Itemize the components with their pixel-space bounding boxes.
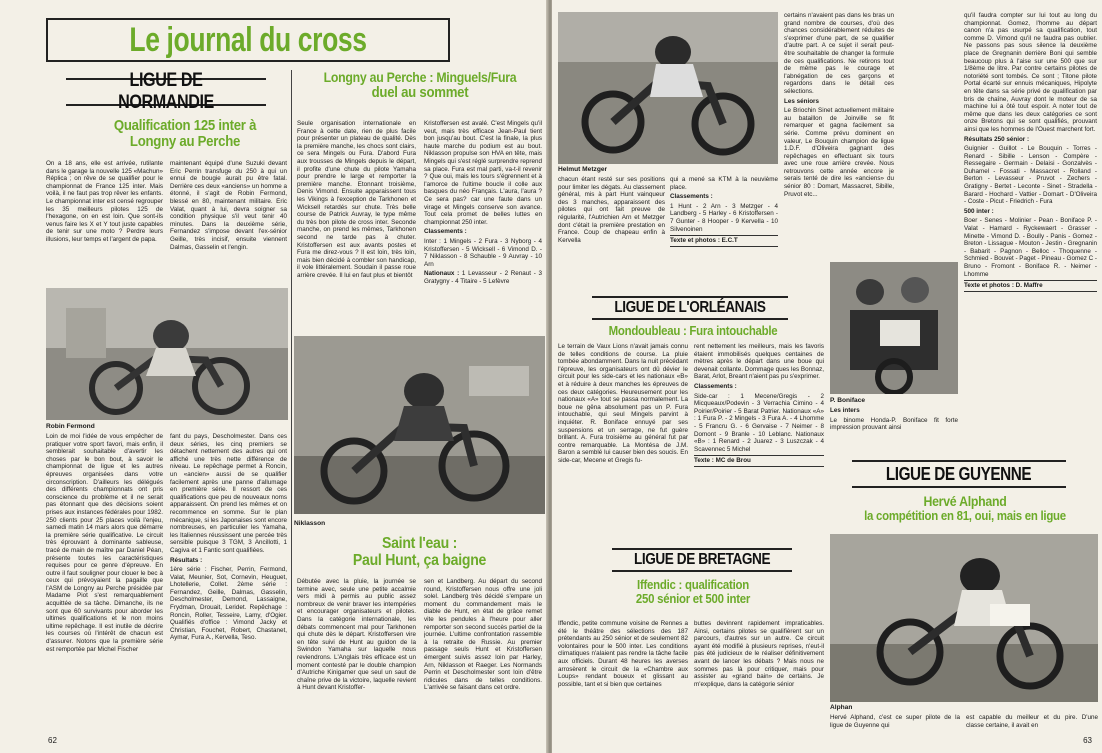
guyenne-title <box>850 494 1081 522</box>
seniors-col: certains n'avaient pas dans les bras un grand nombre de courses, d'où des chances considérablement réduites de s'exprimer d'une part, de se qualifier d'autre part. A ce sujet il serait peut-être souhaitable de changer la formule de ces qualifications. Ne retirons tout de même pas le courage et l'abnégation de ces garçons et regardons dans le détail ces sélections. <box>784 12 894 95</box>
orleanais-results-head: Classements : <box>694 382 737 390</box>
article3-col1: Débutée avec la pluie, la journée se termine avec, seule une petite accalmie vers midi à permis au public assez nombreux de venir braver les intempéries et encourager organisateurs et pilotes. Dans la catégorie internationale, les débats commencent mal pour Tarkhonen qui chute dès le départ. Kristoffersen vire en tête suivi de Hunt au guidon de la Swindon Yamaha sur laquelle nous reviendrons. L'Anglais très efficace est un moment contesté par le double champion d'Autriche Kinigamer que seul un saut de chaîne prive de la victoire, laquelle revient à Hunt devant Kristoffer- <box>297 578 416 692</box>
league-guyenne-banner <box>852 460 1066 488</box>
metzger-results-head: Classements : <box>670 193 713 201</box>
orleanais-col1: Le terrain de Vaux Lions n'avait jamais connu de telles conditions de course. La pluie tombée abondamment. Dans la nuit précédant l'épreuve, les organisateurs ont dû dévier le circuit pour les side-cars et les nationaux «B» et à réduire à deux manches les épreuves de ces deux catégories. Heureusement pour les nationaux «A» tout se passa normalement. La boue ne gêna absolument pas un P. Fura intouchable, qui seul Mingels parvint à inquiéter. R. Boniface ennuyé par ses suspensions et un serrage, ne fut guère brillant. A. Fura troisième au général fut par contre remarquable. La Montésa de J.M. Baron a semblé lui causer bien des soucis. En side-car, Mecene et Gregis fu- <box>558 343 688 464</box>
column-rule <box>291 70 292 670</box>
metzger-col2-block <box>670 176 778 258</box>
article1-title-line2: Longny au Perche <box>129 132 241 150</box>
article2-title-line1: Longny au Perche : Minguels/Fura <box>323 69 517 85</box>
orleanais-col2: rent nettement les meilleurs, mais les favoris étaient immobilisés quelques centaines de mètres après le départ dans une boue qui devenait collante. Dommage ques les Bonnaz, Barat, Arlot, Breant n'aient pas pu s'exprimer. <box>694 343 824 381</box>
guyenne-title-line1: Hervé Alphand <box>923 493 1007 509</box>
inters-head: Les inters <box>830 407 860 414</box>
article1-col2: maintenant équipé d'une Suzuki devant Eric Perrin transfuge du 250 à qui un ennui de bougie aurait pu être fatal. Derrière ces deux «anciens» un homme a étonné, il s'agit de Robin Fermond, blessé en 80, maintenant militaire. Eric Valat, quant à lui, devra soigner sa condition physique s'il veut tenir 40 minutes. Dans la deuxième série, Fernandez s'impose devant l'ex-sénior Geille, très incisif, ensuite viennent Dalmas, Gasselin et l'engin. <box>170 160 287 251</box>
inter500-results: Boer - Senes - Molinier - Pean - Boniface P. - Valat - Hamard - Ryckewaert - Grasser - Minette - Vimond D. - Boully - Panis - Gomez - Breton - Lissague - Mouton - Jestin - Gregnanin - Babarit - Pagnon - Belloc - Thoquenne - Schmied - Bouvet - Paget - Pineau - Gomez C - Bruno - Fromont - Boniface R. - Neimer - Lhomme <box>964 217 1097 278</box>
right-page <box>552 0 1102 753</box>
league-normandie-title: LIGUE DE NORMANDIE <box>118 70 214 113</box>
league-bretagne-banner <box>612 548 792 572</box>
bretagne-col1: Iffendic, petite commune voisine de Rennes a été le théâtre des sélections des 187 prétendants au 250 sénior et de seulement 82 volontaires pour le 500 inter. Les conditions climatiques n'alaient pas rendre la tâche facile aux officiels. Durant 48 heures les averses arrosèrent le circuit de la «Chambre aux Loups» rendant boueux et glissant au possible, tant et si bien que certaines <box>558 620 688 688</box>
orleanais-credit: Texte : MC de Brou <box>694 455 824 467</box>
credit-maffre: Texte et photos : D. Maffre <box>964 280 1097 292</box>
article2-title-line2: duel au sommet <box>371 83 469 101</box>
robin-results-head: Résultats : <box>170 556 203 564</box>
article1-title <box>84 118 286 150</box>
orleanais-col2-block <box>694 343 824 541</box>
league-orleanais-title: LIGUE DE L'ORLÉANAIS <box>614 299 766 316</box>
article2-title <box>310 70 530 100</box>
seniors-head: Les séniors <box>784 97 819 105</box>
bretagne-col2: buttes devinrent rapidement impraticables. Ainsi, certains pilotes se qualifièrent sur un parcours, d'autres sur un autre. Ce circuit ayant été modifié à plusieurs reprises, n'eut-il pas été judicieux de le réaliser définitivement avant de lancer les débats ? Mais nous ne sommes pas là pour critiquer, mais pour assister au «grand bain» de certains. Je m'explique, dans la catégorie sénior <box>694 620 824 688</box>
article2-col1: Seule organisation internationale en France à cette date, rien de plus facile pour présenter un plateau de qualité. Dès la première manche, les chocs sont clairs, ce sera Mingels ou Fura. D'abord Fura aux trousses de Mingels depuis le départ, il profite d'une chute du pilote Yamaha pour prendre le large et remporter la première manche. Etonnant troisième, Denis Vimond. Ensuite apparaissent tous les Vikings à l'exception de Tarkhonen et Wicksell retardés sur chute. Très belle course de Patrick Auvray, le type même du très bon pilote de cross inter. Seconde manche, on prend les mêmes, Tarkhonen second ne tarde pas à chuter. Kristoffersen est aux avants postes et Fura me direz-vous ? Il est loin, très loin, mais bien décidé à combler son handicap, il vole littéralement. Soudain il passe roue arrière crevée. Il lui en faut plus et bientôt <box>297 120 416 279</box>
orleanais-results: Side-car : 1 Mecene/Gregis - 2 Micqueaux/Podevin - 3 Verrachia Cimino - 4 Poirier/Poirier - 5 Barat Patrier. Nationaux «A» : 1 Fura P. - 2 Mingels - 3 Fura A. - 4 Lhomme - 5 Francru G. - 6 Gervaise - 7 Neimer - 8 Domont - 9 Branle - 10 Leblanc. Nationaux «B» : 1 Renard - 2 Juarez - 3 Luszczak - 4 Scavennec 5 Michel <box>694 392 824 453</box>
article3-col2: sen et Landberg. Au départ du second round, Kristoffersen nous offre une joli solel. Landberg très décidé s'empare un moment du commandement mais le diable de Hunt, en état de grâce remet vite les pendules à l'heure pour aller remporter son second succès partiel de la journée. L'ultime confrontation rassemble à la retraite de Russie. Au premier passage seuls Hunt et Kristoffersen émergent suivis assez loin par Harley, Arn, Niklasson et Raeger. Les Normands Perrin et Descholmester sont loin d'être ridicules dans de telles conditions. L'arrivée se faisant dans cet ordre. <box>424 578 542 692</box>
article3-title <box>312 536 528 570</box>
robin-col2-block <box>170 433 287 728</box>
seniors-results: Guignier - Guillot - Le Bouquin - Torres - Renard - Sibille - Lenson - Compère - Ressegaire - Germain - Delaisi - Gonzalvès - Duhamel - Fossati - Massacret - Rolland - Berton - Levasseur - Pruvot - Zechers - Gratigny - Bertet - Leconte - Sinet - Stradella - Barard - Hochard - Vattier - Domart - D'Oliveira - Coste - Picut - Friedrich - Fura <box>964 145 1097 206</box>
seniors-results-head: Résultats 250 sénior : <box>964 135 1030 143</box>
article3-title-line1: Saint l'eau : <box>381 535 458 552</box>
guyenne-title-line2: la compétition en 81, oui, mais en ligue <box>864 507 1066 523</box>
left-page <box>0 0 548 753</box>
caption-robin-fermond: Robin Fermond <box>46 423 95 430</box>
photo-p-boniface <box>830 262 958 394</box>
robin-col2: fant du pays, Descholmester. Dans ces deux séries, les cinq premiers se détachent nettement des autres qui ont affiché une très nette différence de niveau. Le repêchage permet à Roncin, un «ancien» aussi de se qualifier facilement après une panne d'allumage en première série. Il ressort de ces qualifications que peu de nouveaux noms apparaissent. On prend les mêmes et on recommence en somme. Sur le plan mécanique, si les Japonaises sont encore nombreuses, en particulier les Yamaha, les Italiennes réussissent une percée très sensible puisque 3 TGM, 3 Ancillotti, 1 Cagiva et 1 Fantic sont qualifiées. <box>170 433 287 554</box>
league-orleanais-banner <box>592 296 788 320</box>
article2-results: Inter : 1 Mingels - 2 Fura - 3 Nyborg - 4 Kristoffersen - 5 Wicksell - 6 Vimond D. - 7 Niklasson - 8 Schauble - 9 Auvray - 10 Arn <box>424 237 542 268</box>
league-bretagne-title: LIGUE DE BRETAGNE <box>633 551 771 568</box>
metzger-credit: Texte et photos : E.C.T <box>670 235 778 247</box>
photo-robin-fermond <box>46 288 288 420</box>
seniors-col3: qu'il faudra compter sur lui tout au long du championnat. Gomez, l'homme au départ canon n'a pas usurpé sa qualification, tout comme D. Vimond qu'il ne faudra pas oublier. Ne passons pas sous silence la deuxième place de Gregnanin derrière Boni qui semble beaucoup plus à l'aise sur une 500 que sur 1/8ème de litre. Par contre certains pilotes de notoriété sont tombés. Ce sont ; Titone pilote Portal écarté sur ennuis mécaniques, Hipolyte en tête dans sa série privé de qualification par bris de chaîne, Auvray dont le moteur de sa machine lui a ôté tout espoir. A noter tout de même que dans les deux catégories ce sont onze Bretons qui se sont qualifiés, prouvant ainsi que les hommes de l'Ouest marchent fort. <box>964 12 1097 133</box>
orleanais-title: Mondoubleau : Fura intouchable <box>608 323 778 338</box>
masthead-title: Le journal du cross <box>129 21 367 59</box>
photo-helmut-metzger <box>558 12 778 164</box>
article1-title-line1: Qualification 125 inter à <box>113 117 257 134</box>
article1-col1: On a 18 ans, elle est arrivée, rutilante dans le garage la nouvelle 125 «Machun» Réplica ; on rêve de se qualifier pour le championnat de France 125 inter. Mais voilà, il ne faut pas trop rêver les enfants. Le championnat inter est censé regrouper les 35 meilleurs pilotes 125 de l'hexagone, on en est loin. Que sont-ils venus faire les X et Y tout juste capables de tenir sur une moto ? Perdre leurs illusions, leur temps et l'argent de papa. <box>46 160 163 243</box>
caption-helmut-metzger: Helmut Metzger <box>558 166 608 173</box>
seniors-body: Le Briochin Sinet actuellement militaire au bataillon de Joinville se fit remarquer et gagna facilement sa série. Comme prévu dominent en valeur, Le Bouquin champion de ligue 1.D.F. d'Oliveira gagnant des repêchages en effectuant six tours avec une roue arrière crevée. Nous retrouvons cette année encore je serais tenté de dire les «anciens» du sénior 80 : Domart, Massacret, Sibille, Pruvot etc... <box>784 107 894 198</box>
article2-results-nat: 1 Levasseur - 2 Renaut - 3 Gratygny - 4 Titaire - 5 Lefèvre <box>424 270 542 285</box>
page-number-left: 62 <box>48 736 57 745</box>
article2-results-head: Classements : <box>424 228 467 236</box>
caption-alphan: Alphan <box>830 704 853 711</box>
photo-alphan <box>830 534 1098 702</box>
metzger-col1: chacun étant resté sur ses positions pour limiter les dégats. Au classement général, mis à part Hunt vainqueur des 3 manches, apparaissent des pilotes qui ont fait preuve de régularité, l'Autrichien Arn et Metzger dont c'était la première prestation en France. Coup de chapeau enfin à Kervella <box>558 176 665 244</box>
robin-col1: Loin de moi l'idée de vous empêcher de pratiquer votre sport favori, mais enfin, il semblerait souhaitable d'avertir les choses par le bon bout, à savoir le championnat de ligue et les autres épreuves organisées dans votre circonscription. D'ailleurs les délégués des différents championnats ont pris conscience du problème et il ne serait pas étonnant que des décisions soient prises aux instances fédérales pour 1982. 250 clients pour 25 places voilà l'enjeu, samedi matin 14 mars alors que démarre la première série qualificative. Le circuit très éprouvant à dominante sableuse, tracé de main de maître par Daniel Péan, présente toutes les caractéristiques requises pour ce genre d'épreuve. En outre il faut souligner pour clouer le bec à ceux qui prévoyaient la pagaille que l'ASM de Longny au Perche présidée par Madame Piot s'est remarquablement acquittée de sa tâche. Dimanche, ils ne sont que 60 survivants pour aborder les ultimes qualifications et le non moins ultime repêchage. Il est inutile de décrire les courses où l'intérêt de chacun est d'assurer. Notons que la première série est remportée par Michel Fischer <box>46 433 163 653</box>
league-normandie-banner <box>66 70 266 113</box>
caption-p-boniface: P. Boniface <box>830 397 866 404</box>
inters-block <box>830 407 958 443</box>
photo-niklasson <box>294 336 545 514</box>
guyenne-col2: est capable du meilleur et du pire. D'une classe certaine, il avait en <box>966 714 1098 729</box>
metzger-results: 1 Hunt - 2 Arn - 3 Metzger - 4 Landberg - 5 Harley - 6 Kristoffersen - 7 Gunter - 8 Hooper - 9 Kervella - 10 Silvenoinen <box>670 202 778 233</box>
robin-results: 1ère série : Fischer, Perrin, Fermond, Valat, Meunier, Sot, Cornevin, Heuguet, Lhotellerie, Collet. 2ème série : Fernandez, Geille, Dalmas, Gasselin, Descholmester, Demond, Lassaigne, Frydman, Drouait, Leridet. Repêchage : Roncin, Roller, Tesseire, Lamy, d'Ogier. Qualifiés d'office : Vimond Jacky et Christian, Fouchet, Robert, Chastanet, Aymar, Fura A., Kervella, Teso. <box>170 566 287 642</box>
inter500-head: 500 inter : <box>964 207 994 215</box>
bretagne-title-line1: Iffendic : qualification <box>637 577 749 592</box>
article2-results-nat-head: Nationaux : <box>424 270 460 278</box>
inters-body: Le binome Honda-P. Boniface fit forte impression prouvant ainsi <box>830 416 958 432</box>
bretagne-title <box>578 578 809 605</box>
metzger-col2: qui a mené sa KTM à la neuvième place. <box>670 176 778 191</box>
caption-niklasson: Niklasson <box>294 520 326 527</box>
seniors-col2-block <box>784 12 894 258</box>
bretagne-title-line2: 250 sénior et 500 inter <box>635 590 751 606</box>
page-number-right: 63 <box>1083 736 1092 745</box>
league-guyenne-title: LIGUE DE GUYENNE <box>886 463 1032 484</box>
guyenne-col1: Hervé Alphand, c'est ce super pilote de la ligue de Guyenne qui <box>830 714 960 729</box>
seniors-col3-block <box>964 12 1097 442</box>
article3-title-line2: Paul Hunt, ça baigne <box>352 551 487 569</box>
article2-col2: Kristoffersen est avalé. C'est Mingels qu'il veut, mais très efficace Jean-Paul tient bon jusqu'au bout. C'est la finale, la plus haute marche du podium est au bout. Niklasson propulse son HVA en tête, mais Mingels qui s'est réglé surprendre reprend sa place. Fura est mal parti, va-t-il revenir ? Que oui, mais les tours s'égrennent et à l'amorce de l'ultime boucle il colle aux basques du néo Français. L'aura, l'aura ? Ce sera pas? car une faute dans un virage et Mingels conserve son avance. Tout cela promet de belles luttes en championnat 250 inter. <box>424 120 542 226</box>
article2-col2-block <box>424 120 542 330</box>
